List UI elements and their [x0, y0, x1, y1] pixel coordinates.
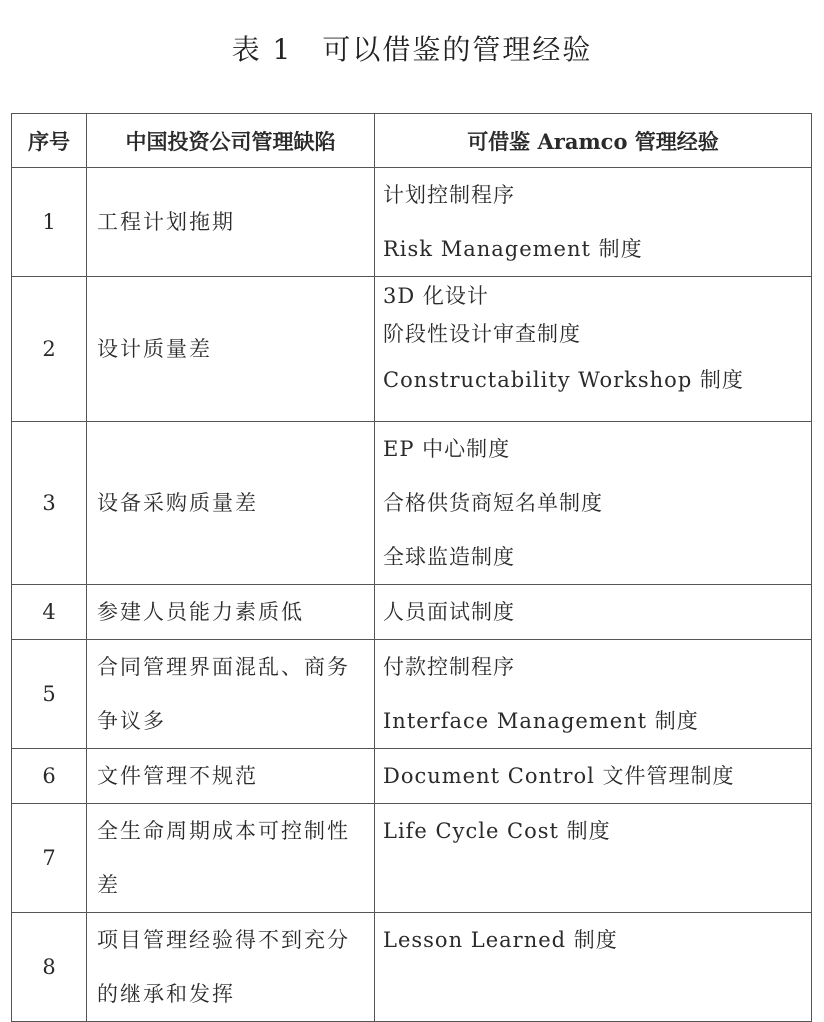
row-experiences [375, 913, 812, 1022]
row-number: 7 [12, 804, 87, 913]
row-defect: 文件管理不规范 [87, 749, 375, 804]
experience-item: Life Cycle Cost 制度 [383, 819, 611, 843]
experience-item: Document Control 文件管理制度 [383, 764, 735, 788]
row-number: 6 [12, 749, 87, 804]
header-number: 序号 [12, 114, 87, 168]
row-experiences [375, 640, 812, 749]
experience-table [11, 113, 812, 1022]
row-experiences [375, 422, 812, 585]
row-defect: 合同管理界面混乱、商务争议多 [87, 640, 375, 749]
experience-item: Interface Management 制度 [383, 709, 699, 733]
experience-item: 计划控制程序 [383, 183, 515, 207]
table-row [12, 804, 812, 913]
row-experiences [375, 168, 812, 277]
row-experiences [375, 277, 812, 422]
table-row [12, 585, 812, 640]
table-row [12, 913, 812, 1022]
row-number: 2 [12, 277, 87, 422]
row-experiences [375, 585, 812, 640]
row-experiences [375, 804, 812, 913]
table-row [12, 277, 812, 422]
experience-item: 全球监造制度 [383, 545, 515, 569]
header-defect: 中国投资公司管理缺陷 [87, 114, 375, 168]
table-header-row [12, 114, 812, 168]
table-row [12, 168, 812, 277]
row-number: 8 [12, 913, 87, 1022]
row-defect: 全生命周期成本可控制性差 [87, 804, 375, 913]
experience-item: 付款控制程序 [383, 655, 515, 679]
experience-item: 人员面试制度 [383, 600, 515, 624]
row-number: 1 [12, 168, 87, 277]
row-number: 4 [12, 585, 87, 640]
table-number: 表 1 [231, 33, 293, 66]
table-row [12, 422, 812, 585]
table-caption: 可以借鉴的管理经验 [322, 33, 593, 66]
table-row [12, 640, 812, 749]
row-defect: 工程计划拖期 [87, 168, 375, 277]
table-row [12, 749, 812, 804]
experience-item: Constructability Workshop 制度 [383, 368, 744, 392]
row-defect: 项目管理经验得不到充分的继承和发挥 [87, 913, 375, 1022]
experience-item: 合格供货商短名单制度 [383, 491, 603, 515]
experience-item: Risk Management 制度 [383, 237, 643, 261]
experience-item: Lesson Learned 制度 [383, 928, 618, 952]
row-number: 5 [12, 640, 87, 749]
row-defect: 设计质量差 [87, 277, 375, 422]
row-number: 3 [12, 422, 87, 585]
header-experience: 可借鉴 Aramco 管理经验 [375, 114, 812, 168]
table-title [0, 28, 824, 68]
experience-item: EP 中心制度 [383, 437, 511, 461]
experience-item: 阶段性设计审查制度 [383, 322, 581, 346]
experience-item: 3D 化设计 [383, 284, 489, 308]
row-defect: 参建人员能力素质低 [87, 585, 375, 640]
row-defect: 设备采购质量差 [87, 422, 375, 585]
row-experiences [375, 749, 812, 804]
